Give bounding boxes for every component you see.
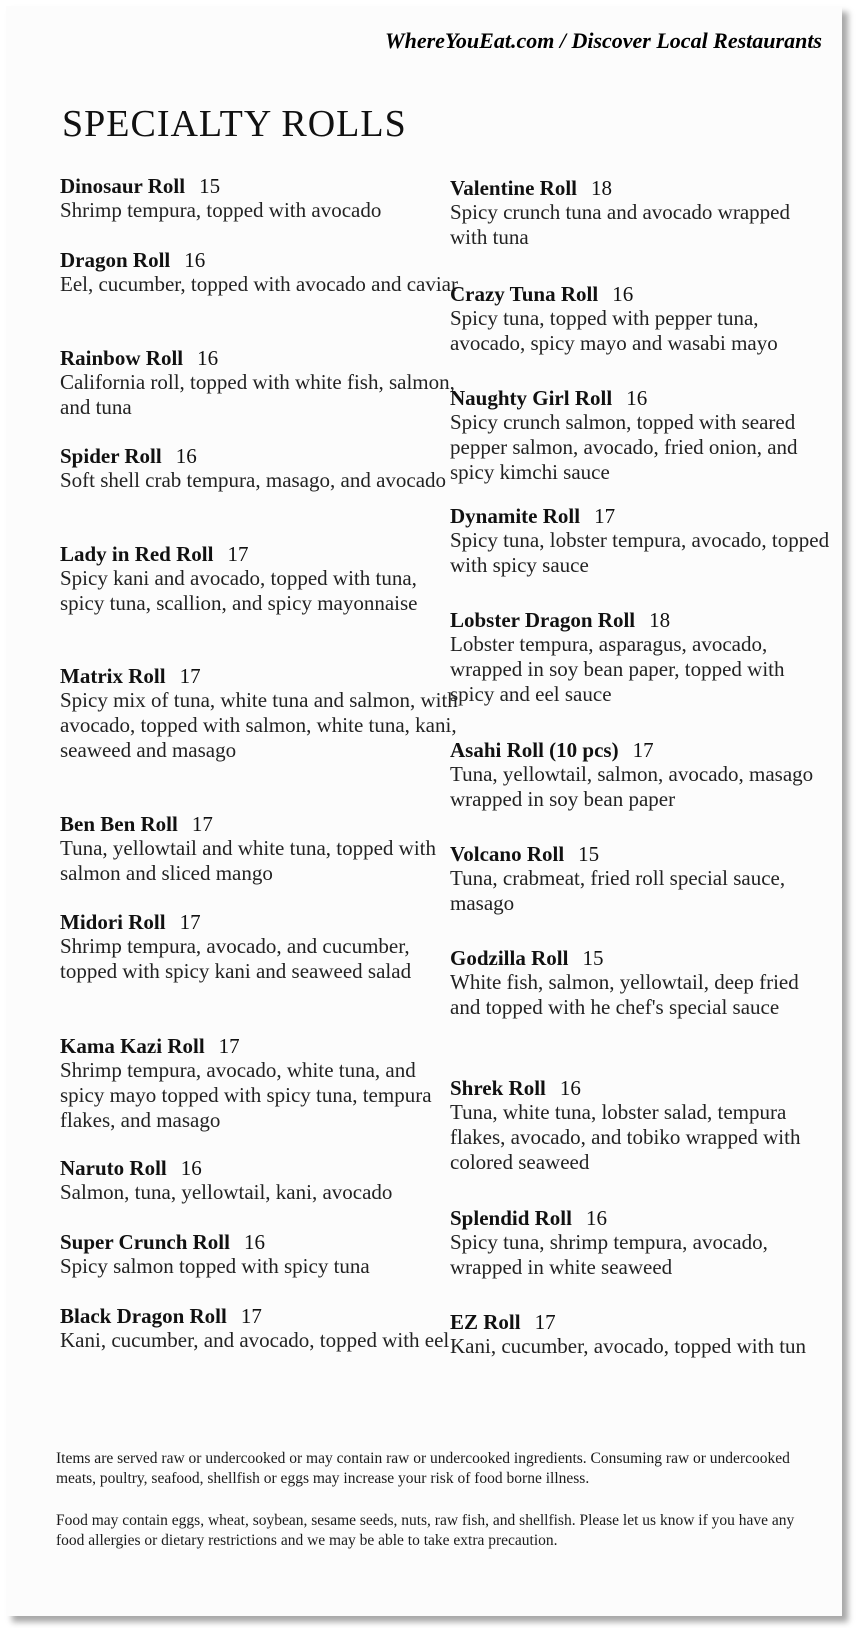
item-description: Shrimp tempura, avocado, and cucumber, topped with spicy kani and seaweed salad — [60, 934, 412, 983]
item-name: Super Crunch Roll — [60, 1230, 230, 1254]
item-name: Valentine Roll — [450, 176, 577, 200]
menu-item — [60, 1034, 460, 1133]
item-description: Shrimp tempura, avocado, white tuna, and spicy mayo topped with spicy tuna, tempura flakes, and masago — [60, 1058, 432, 1132]
menu-item — [60, 664, 460, 763]
item-price: 18 — [590, 176, 612, 200]
item-price: 16 — [184, 248, 206, 272]
menu-item — [60, 812, 460, 886]
item-price: 17 — [179, 910, 201, 934]
item-name: Splendid Roll — [450, 1206, 572, 1230]
item-name: Black Dragon Roll — [60, 1304, 227, 1328]
item-description: Tuna, yellowtail and white tuna, topped with salmon and sliced mango — [60, 836, 437, 885]
menu-item — [450, 946, 832, 1020]
menu-item — [450, 1310, 832, 1359]
item-description: Eel, cucumber, topped with avocado and caviar — [60, 272, 458, 296]
item-price: 16 — [175, 444, 197, 468]
menu-item — [450, 842, 832, 916]
item-name: Asahi Roll (10 pcs) — [450, 738, 619, 762]
allergy-notice: Food may contain eggs, wheat, soybean, sesame seeds, nuts, raw fish, and shellfish. Please let us know if you have any food allergies or dietary restrictions and we may be able to take extra precaution. — [56, 1512, 795, 1549]
item-description: Tuna, yellowtail, salmon, avocado, masago wrapped in soy bean paper — [450, 762, 814, 811]
item-name: Dinosaur Roll — [60, 174, 186, 198]
item-description: Spicy tuna, topped with pepper tuna, avocado, spicy mayo and wasabi mayo — [450, 306, 778, 355]
item-price: 16 — [626, 386, 648, 410]
item-name: Midori Roll — [60, 910, 166, 934]
section-title: SPECIALTY ROLLS — [62, 103, 407, 145]
item-description: Spicy kani and avocado, topped with tuna, spicy tuna, scallion, and spicy mayonnaise — [60, 566, 418, 615]
menu-item — [450, 608, 832, 707]
item-description: White fish, salmon, yellowtail, deep fried and topped with he chef's special sauce — [450, 970, 799, 1019]
item-price: 16 — [585, 1206, 607, 1230]
menu-item — [60, 1304, 460, 1353]
item-description: Spicy tuna, shrimp tempura, avocado, wrapped in white seaweed — [450, 1230, 768, 1279]
item-description: Lobster tempura, asparagus, avocado, wrapped in soy bean paper, topped with spicy and eel sauce — [450, 632, 785, 706]
item-description: Kani, cucumber, avocado, topped with tun — [450, 1334, 807, 1358]
item-price: 16 — [243, 1230, 265, 1254]
menu-item — [60, 1156, 460, 1205]
item-description: Tuna, crabmeat, fried roll special sauce, masago — [450, 866, 786, 915]
item-name: Naruto Roll — [60, 1156, 167, 1180]
item-name: EZ Roll — [450, 1310, 521, 1334]
item-name: Crazy Tuna Roll — [450, 282, 599, 306]
menu-item — [450, 176, 832, 250]
menu-item — [60, 346, 460, 420]
item-description: Spicy crunch tuna and avocado wrapped with tuna — [450, 200, 790, 249]
item-name: Godzilla Roll — [450, 946, 569, 970]
item-price: 17 — [191, 812, 213, 836]
item-name: Lobster Dragon Roll — [450, 608, 636, 632]
item-name: Matrix Roll — [60, 664, 166, 688]
item-price: 17 — [240, 1304, 262, 1328]
menu-item — [60, 542, 460, 616]
item-price: 17 — [632, 738, 654, 762]
item-description: Kani, cucumber, and avocado, topped with eel — [60, 1328, 450, 1352]
item-name: Spider Roll — [60, 444, 162, 468]
site-header: WhereYouEat.com / Discover Local Restaurants — [385, 28, 822, 53]
item-description: Soft shell crab tempura, masago, and avocado — [60, 468, 447, 492]
item-name: Naughty Girl Roll — [450, 386, 613, 410]
menu-item — [450, 1076, 832, 1175]
item-description: Spicy tuna, lobster tempura, avocado, topped with spicy sauce — [450, 528, 830, 577]
item-price: 17 — [534, 1310, 556, 1334]
menu-item — [450, 282, 832, 356]
item-name: Dragon Roll — [60, 248, 171, 272]
item-price: 18 — [649, 608, 671, 632]
item-description: Spicy salmon topped with spicy tuna — [60, 1254, 370, 1278]
item-price: 15 — [582, 946, 604, 970]
item-name: Lady in Red Roll — [60, 542, 214, 566]
item-name: Ben Ben Roll — [60, 812, 178, 836]
item-price: 16 — [559, 1076, 581, 1100]
item-price: 17 — [594, 504, 616, 528]
item-price: 17 — [179, 664, 201, 688]
menu-item — [450, 738, 832, 812]
menu-item — [60, 174, 460, 223]
menu-item — [450, 386, 832, 485]
item-price: 17 — [218, 1034, 240, 1058]
item-price: 16 — [197, 346, 219, 370]
item-description: Salmon, tuna, yellowtail, kani, avocado — [60, 1180, 393, 1204]
item-description: Shrimp tempura, topped with avocado — [60, 198, 382, 222]
menu-item — [60, 248, 460, 297]
item-description: Spicy crunch salmon, topped with seared pepper salmon, avocado, fried onion, and spicy kimchi sauce — [450, 410, 798, 484]
item-description: Tuna, white tuna, lobster salad, tempura flakes, avocado, and tobiko wrapped with colored seaweed — [450, 1100, 801, 1174]
item-description: California roll, topped with white fish, salmon, and tuna — [60, 370, 455, 419]
item-description: Spicy mix of tuna, white tuna and salmon, with avocado, topped with salmon, white tuna, kani, seaweed and masago — [60, 688, 458, 762]
menu-item — [60, 910, 460, 984]
item-price: 17 — [227, 542, 249, 566]
item-name: Volcano Roll — [450, 842, 565, 866]
menu-item — [450, 1206, 832, 1280]
item-price: 16 — [612, 282, 634, 306]
menu-item — [60, 444, 460, 493]
menu-item — [450, 504, 832, 578]
item-name: Dynamite Roll — [450, 504, 581, 528]
item-price: 16 — [180, 1156, 202, 1180]
item-name: Rainbow Roll — [60, 346, 184, 370]
item-name: Shrek Roll — [450, 1076, 546, 1100]
raw-food-warning: Items are served raw or undercooked or may contain raw or undercooked ingredients. Consuming raw or undercooked meats, poultry, seafood, shellfish or eggs may increase your risk of food borne illness. — [56, 1450, 790, 1487]
item-price: 15 — [199, 174, 221, 198]
menu-item — [60, 1230, 460, 1279]
item-name: Kama Kazi Roll — [60, 1034, 205, 1058]
menu-page — [6, 6, 842, 1616]
item-price: 15 — [578, 842, 600, 866]
